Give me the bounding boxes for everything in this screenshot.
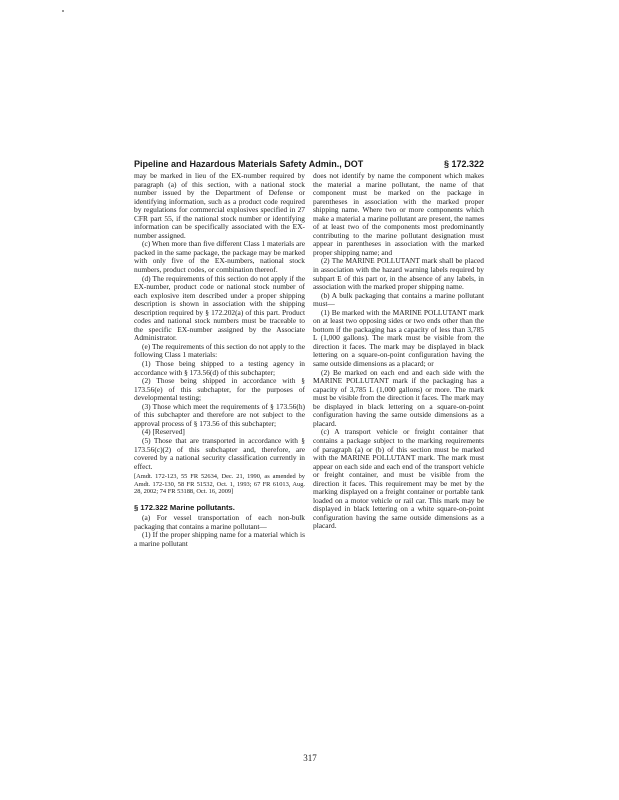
paragraph: (b) A bulk packaging that contains a marine pollutant must— [313,290,484,309]
amendment-notes: [Amdt. 172-123, 55 FR 52634, Dec. 21, 1990, as amended by Amdt. 172-130, 58 FR 51532, Oct. 1, 1993; 67 FR 61013, Aug. 28, 2002; 74 FR 53188, Oct. 16, 2009] [134,473,305,496]
paragraph: (c) When more than five different Class 1 materials are packed in the same package, the package may be marked with only five of the EX-numbers, national stock numbers, product codes, or combination thereof. [134,239,305,275]
paragraph: (4) [Reserved] [142,427,185,437]
header-title: Pipeline and Hazardous Materials Safety Admin., DOT [134,159,364,169]
paragraph: (e) The requirements of this section do not apply to the following Class 1 materials: [134,341,305,360]
paragraph: (3) Those which meet the requirements of § 173.56(h) of this subchapter and therefore are not subject to the approval process of § 173.56 of this subchapter; [134,401,305,428]
paragraph: (2) Those being shipped in accordance with § 173.56(e) of this subchapter, for the purposes of developmental testing; [134,376,305,403]
paragraph: (d) The requirements of this section do not apply if the EX-number, product code or national stock number of each explosive item described under a proper shipping description is shown in association with the shipping description required by § 172.202(a) of this part. Product codes and national stock numbers must be traceable to the specific EX-number assigned by the Associate Administrator. [134,273,305,343]
running-header [134,158,484,170]
header-section-number: § 172.322 [443,159,484,169]
paragraph: may be marked in lieu of the EX-number required by paragraph (a) of this section, with a national stock number issued by the Department of Defense or identifying information, such as a product code required by regulations for commercial explosives specified in 27 CFR part 55, if the national stock number or identifying information can be specifically associated with the EX-number assigned. [134,172,305,240]
left-column [134,172,305,720]
section-heading: § 172.322 Marine pollutants. [134,502,235,512]
paragraph: (5) Those that are transported in accordance with § 173.56(c)(2) of this subchapter and, therefore, are covered by a national security classification currently in effect. [134,435,305,471]
paragraph: (2) Be marked on each end and each side with the MARINE POLLUTANT mark if the packaging has a capacity of 3,785 L (1,000 gallons) or more. The mark must be visible from the direction it faces. The mark may be displayed in black lettering on a square-on-point configuration having the same outside dimensions as a placard. [313,367,484,428]
paragraph: (c) A transport vehicle or freight container that contains a package subject to the marking requirements of paragraph (a) or (b) of this section must be marked with the MARINE POLLUTANT mark. The mark must appear on each side and each end of the transport vehicle or freight container, and must be visible from the direction it faces. This requirement may be met by the marking displayed on a freight container or portable tank loaded on a motor vehicle or rail car. This mark may be displayed in black lettering on a white square-on-point configuration having the same outside dimensions as a placard. [313,427,484,531]
paragraph: (2) The MARINE POLLUTANT mark shall be placed in association with the hazard warning labels required by subpart E of this part or, in the absence of any labels, in association with the marked proper shipping name. [313,256,484,292]
paragraph: (1) Be marked with the MARINE POLLUTANT mark on at least two opposing sides or two ends other than the bottom if the packaging has a capacity of less than 3,785 L (1,000 gallons). The mark must be visible from the direction it faces. The mark may be displayed in black lettering on a square-on-point configuration having the same outside dimensions as a placard; or [313,307,484,369]
page-number: 317 [303,753,317,763]
paragraph: (1) If the proper shipping name for a material which is a marine pollutant [134,530,305,548]
paragraph: (1) Those being shipped to a testing agency in accordance with § 173.56(d) of this subchapter; [134,359,305,377]
right-column [313,172,484,744]
paragraph: (a) For vessel transportation of each non-bulk packaging that contains a marine pollutant— [134,513,305,531]
paragraph: does not identify by name the component which makes the material a marine pollutant, the name of that component must be marked on the package in parentheses in association with the marked proper shipping name. Where two or more components which make a material a marine pollutant are present, the names of at least two of the components most predominantly contributing to the marine pollutant designation must appear in parentheses in association with the marked proper shipping name; and [313,172,484,257]
scan-speck [62,10,64,12]
